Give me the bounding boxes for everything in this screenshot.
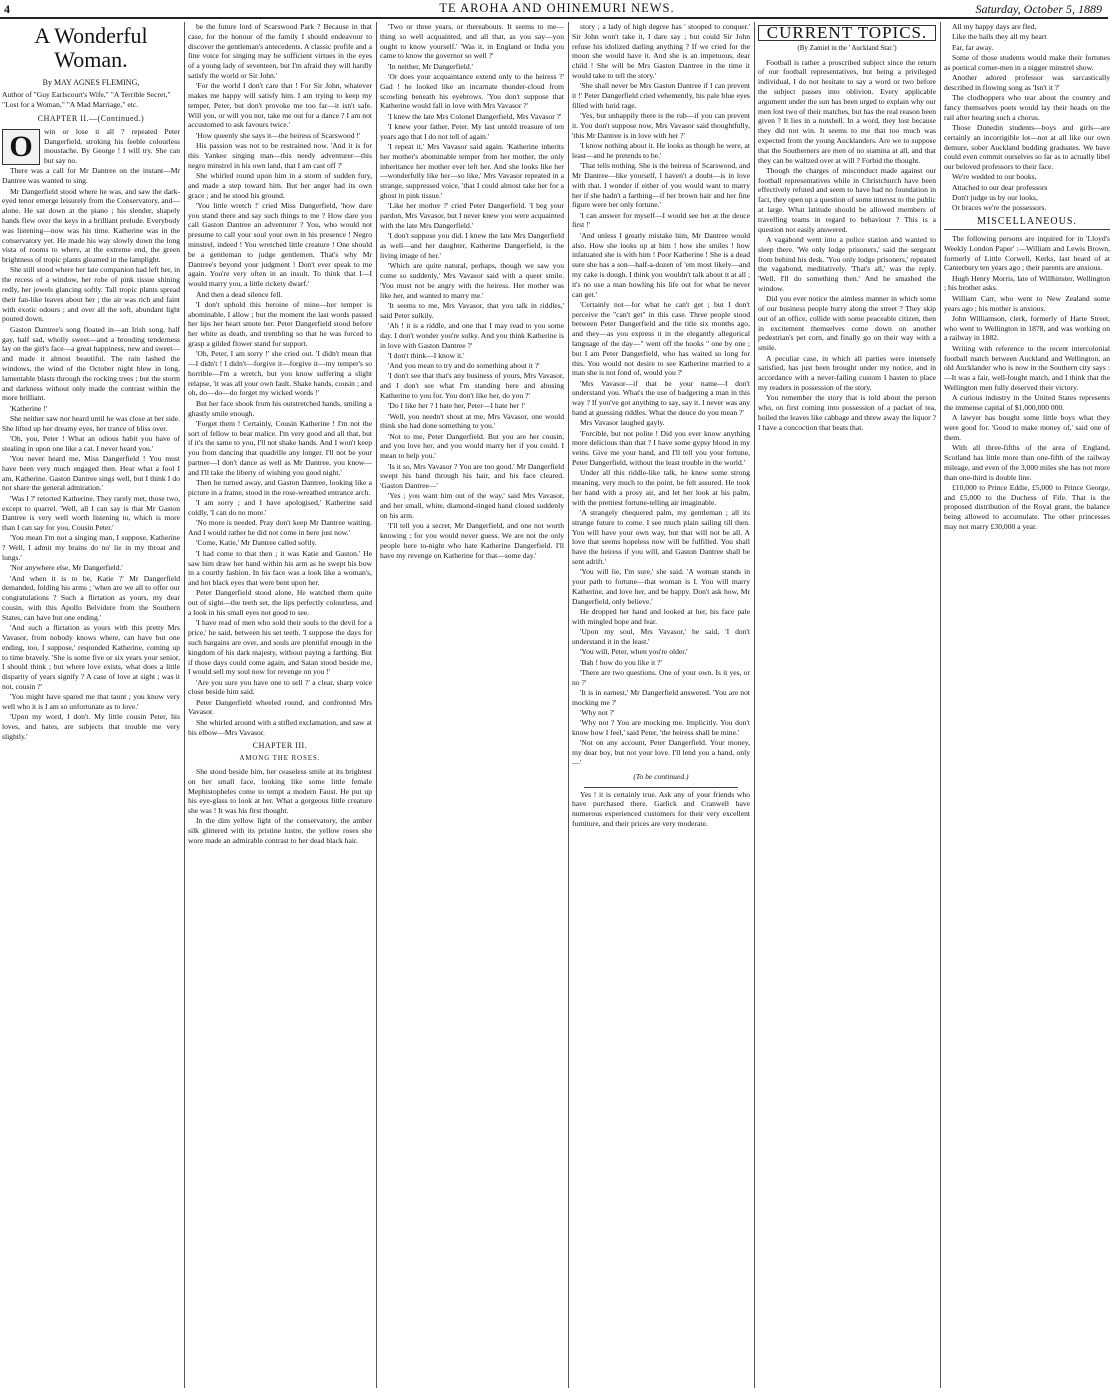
paragraph: Peter Dangerfield wheeled round, and confronted Mrs Vavasor. xyxy=(188,697,372,717)
paragraph: 'There are two questions. One of your own. Is it yes, or no ?' xyxy=(572,667,750,687)
page-number: 4 xyxy=(4,2,10,16)
paragraph: 'Not on any account, Peter Dangerfield. Your money, my dear boy, but not your love. I'll lend you a hand, only—' xyxy=(572,738,750,767)
paragraph: Then he turned away, and Gaston Dantree, looking like a picture in a frame, stood in the rose-wreathed entrance arch. xyxy=(188,478,372,497)
story-column-3-body xyxy=(380,22,564,561)
paragraph: A vagabond went into a police station and wanted to sleep there. 'We only lodge prisoners,' said the sergeant from behind his desk. 'You only lodge prisoners,' repeated the vagabond, meditatively. 'That's all,' was the reply. 'Well, I'll do something then.' And he smashed the window. xyxy=(758,234,936,293)
header-rule xyxy=(0,17,1108,19)
paragraph: 'Was I ?' retorted Katherine. They rarely met, those two, except to quarrel. 'Well, all I can say is that Mr Gaston Dantree is very well worth listening to, which is more than I can say for you, Cousin Peter.' xyxy=(2,493,180,533)
paragraph: 'You never heard me, Miss Dangerfield ! You must have been very much engaged then. Hear what a fool I am, Katherine. Gaston Dantree sings well, but I think I do not share the general admiration.' xyxy=(2,454,180,493)
paragraph: 'I had come to that then ; it was Katie and Gaston.' He saw him draw her hand within his arm as he swept his bow in a courtly fashion. In his face was a look like a woman's, and hot black eyes that were bent upon her. xyxy=(188,548,372,588)
column-6 xyxy=(944,22,1110,1388)
ornamental-dropcap: O xyxy=(2,129,40,165)
paragraph: 'I don't suppose you did. I knew the late Mrs Dangerfield as well—and her daughter, Katherine Dangerfield, is the living image of her.' xyxy=(380,231,564,260)
paragraph: 'For the world I don't care that ! For Sir John, whatever makes me happy will satisfy him. I am trying to keep my temper, Peter, but don't provoke me too far—it isn't safe. Will you, or will you not, take me out for a dance ? I am not accustomed to ask favours twice.' xyxy=(188,81,372,130)
column-rule xyxy=(184,22,185,1388)
paragraph: With all three-fifths of the area of England, Scotland has little more than one-fifth of the railway mileage, and even of the 3,000 miles she has not more than one-third is double line. xyxy=(944,443,1110,482)
paragraph: John Williamson, clerk, formerly of Harte Street, who went to Wellington in 1878, and was working on a railway in 1882. xyxy=(944,313,1110,343)
paragraph: She neither saw nor heard until he was close at her side. She lifted up her dreamy eyes, her trance of bliss over. xyxy=(2,413,180,433)
paragraph: The clodhoppers who tear about the country and fancy themselves poets would lay their heads on the rail after hearing such a chorus. xyxy=(944,93,1110,122)
column-3 xyxy=(380,22,564,1388)
paragraph: Though the charges of misconduct made against our football representatives while in Christchurch have been effectively refuted and seem to have had no foundation in fact, they open up a question of some interest to the public at large. What latitude should be allowed members of travelling teams in regard to behaviour ? This is a question not easily answered. xyxy=(758,165,936,234)
paragraph: 'Like her mother ?' cried Peter Dangerfield. 'I beg your pardon, Mrs Vavasor, but I never knew you were acquainted with the late Mrs Dangerfield.' xyxy=(380,201,564,230)
paragraph: 'You will, Peter, when you're older.' xyxy=(580,647,688,657)
current-topics-continued xyxy=(944,22,1110,213)
paragraph: 'I don't uphold this heroine of mine—her temper is abominable, I allow ; but the moment the last words passed her lips her heart smote her. Peter Dangerfield stood before her white as death, and trembling so that he was forced to grasp a gilded flower stand for support. xyxy=(188,299,372,348)
advert-paragraph xyxy=(572,790,750,829)
paragraph: 'You mean I'm not a singing man, I suppose, Katherine ? Well, I admit my brains do no' lie in my throat and lungs.' xyxy=(2,533,180,563)
column-rule xyxy=(568,22,569,1388)
paragraph: She whirled round upon him in a storm of sudden fury, and made a step toward him. But her anger had its own grace ; and he stood his ground. xyxy=(188,170,372,200)
paragraph: She stood beside him, her ceaseless smile at its brightest on her small face, looking like some little female Mephistopheles come to tempt a modern Faust. He put up his eye-glass to look at her. What a gorgeous little creature she was ! It was his first thought. xyxy=(188,766,372,816)
paragraph: Those Dunedin students—boys and girls—are certainly an incorrigible lot—not at all like our own demure, sober Auckland budding graduates. We have could even commit ourselves so far as to actually libel our beloved professors to their face. xyxy=(944,122,1110,172)
paragraph: 'Forcible, but not polite ! Did you ever know anything more delicious than that ? I have some gypsy blood in my veins. Give me your hand, and I'll tell you your fortune, Peter Dangerfield, without the least trouble in the world.' xyxy=(572,428,750,468)
story-credit: Author of "Guy Earlscourt's Wife," "A Terrible Secret," "Lost for a Woman," "A Mad Marriage," etc. xyxy=(2,90,171,109)
paragraph: Did you ever notice the aimless manner in which some of our business people hurry along the street ? They skip out of an office, collide with some peaceable citizen, then in excitement themselves come down on another pedestrian's pet corn, and finally go on their way with a smile. xyxy=(758,294,936,353)
paragraph: 'I'll tell you a secret, Mr Dangerfield, and one not worth knowing ; for you would never guess. We are not the only people here to-night who hate Katherine Dangerfield. I'll have my revenge on Katherine for that—some day.' xyxy=(380,521,564,560)
paragraph: Far, far away. xyxy=(952,42,994,52)
paragraph: 'Do I like her ? I hate her, Peter—I hate her !' xyxy=(388,401,525,411)
paragraph: You remember the story that is told about the person who, on first coming into possession of a packet of tea, boiled the leaves like cabbage and threw away the liquor ? I have a concoction that beats that. xyxy=(758,393,936,432)
paragraph: 'Oh, you, Peter ! What an odious habit you have of stealing in upon one like a cat. I never heard you.' xyxy=(2,434,180,453)
paragraph: Writing with reference to the recent intercolonial football match between Auckland and Wellington, an old Aucklander who is now in the Southern city says :—It was a fair, well-fought match, and I think that the Wellington men fully deserved their victory. xyxy=(944,343,1110,392)
paragraph: 'A strangely chequered palm, my gentleman ; all its strange future to come. I see much plain sailing till then. You will have your own way, but that will not be all. A love that seems hopeless now will be fulfilled. You shall have the heiress if you will, and Gaston Dantree shall be sent adrift.' xyxy=(572,508,750,567)
paragraph: 'Yes, but unhappily there is the rub—if you can prevent it. You don't suppose now, Mrs Vavasor said thoughtfully, 'this Mr Dantree is in love with her ?' xyxy=(572,111,750,140)
paragraph: 'Or does your acquaintance extend only to the heiress ?' Gad ! he looked like an incarnate thunder-cloud from scowling beneath his eyebrows. 'You don't suppose that Katherine would fall in love with Mrs Vavasor ?' xyxy=(380,71,564,111)
dateline: Saturday, October 5, 1889 xyxy=(975,2,1102,16)
column-5 xyxy=(758,22,936,1388)
paragraph: 'Is it so, Mrs Vavasor ? You are too good.' Mr Dangerfield swept his hand through his hair, and his face cleared. 'Gaston Dantree—' xyxy=(380,461,564,491)
paragraph: 'Ah ! it is a riddle, and one that I may read to you some day. I don't wonder you're sulky. And you think Katherine is in love with Gaston Dantree ?' xyxy=(380,320,564,350)
paragraph: In the dim yellow light of the conservatory, the amber silk glittered with its pristine lustre, the yellow roses she wore made an admirable contrast to her dead black hair. xyxy=(188,816,372,846)
paragraph: £10,000 to Prince Eddie, £5,000 to Prince George, and £5,000 to the Duchess of Fife. That is the proposed distribution of the Royal grant, the balance being allowed to accumulate. The other princesses may not marry £30,000 a year. xyxy=(944,482,1110,532)
paragraph: 'I know nothing about it. He looks as though he were, at least—and he pretends to be.' xyxy=(572,141,750,160)
paragraph: We're wedded to our books, xyxy=(952,172,1037,182)
paragraph: A lawyer has bought some little boys what they were good for. 'Good to make money of,' said one of them. xyxy=(944,413,1110,442)
paragraph: 'And such a flirtation as yours with this pretty Mrs Vavasor, from nobody knows where, can have but one ending, too, I suppose,' responded Katherine, coming up to time bravely. 'She is some five or six years your senior, I should think ; but where love exists, what does a little disparity of years signify ? A case of love at sight ; was it not, cousin ?' xyxy=(2,623,180,691)
divider xyxy=(584,787,738,788)
column-4 xyxy=(572,22,750,1388)
paragraph: But her face shook from his outstretched hands, smiling a ghastly smile enough. xyxy=(188,398,372,418)
paragraph: 'Mrs Vavasor—if that be your name—I don't understand you. What's the use of badgering a man in this way ? If you've got anything to say, say it. I never was any hand at guessing riddles. What the deuce do you mean ?' xyxy=(572,378,750,418)
paragraph: Peter Dangerfield stood alone, He watched them quite out of sight—the teeth set, the lips perfectly colourless, and a look in his small eyes not good to see. xyxy=(188,588,372,618)
column-rule xyxy=(754,22,755,1388)
paragraph: 'Bah ! how do you like it ?' xyxy=(580,657,662,667)
paragraph: 'And when it is to be, Katie ?' Mr Dangerfield demanded, folding his arms ; 'when are we all to offer our congratulations ? Such a flirtation as yours, my dear cousin, with this Apollo Belvidere from the Southern States, can have but one ending.' xyxy=(2,573,180,622)
story-byline: By MAY AGNES FLEMING, xyxy=(42,78,140,87)
paragraph: 'It seems to me, Mrs Vavasor, that you talk in riddles,' said Peter sulkily. xyxy=(380,300,564,320)
paragraph: She whirled around with a stifled exclamation, and saw at his elbow—Mrs Vavasor. xyxy=(188,717,372,737)
paragraph: 'Nor anywhere else, Mr Dangerfield.' xyxy=(10,563,123,573)
paragraph: And then a dead silence fell. xyxy=(196,289,283,299)
paragraph: win or lose it all ? repeated Peter Dangerfield, stroking his feeble colourless moustache. By George ! I will try. She can but say no. xyxy=(44,126,180,166)
paragraph: Like the halls they all my heart xyxy=(952,32,1047,42)
paragraph: 'You might have spared me that taunt ; you know very well who it is I am so unfortunate as to love.' xyxy=(2,692,180,712)
paragraph: Some of those students would make their fortunes as poetical corner-men in a nigger minstrel show. xyxy=(944,52,1110,72)
paragraph: Or braces we're the possessors. xyxy=(952,203,1047,213)
paragraph: 'It is in earnest,' Mr Dangerfield answered. 'You are not mocking me ?' xyxy=(572,687,750,707)
column-rule xyxy=(376,22,377,1388)
paragraph: 'Upon my soul, Mrs Vavasor,' he said, 'I don't understand it in the least.' xyxy=(572,627,750,646)
paragraph: Under all this riddle-like talk, he knew some strong meaning, very much to the point, he felt assured. He took her hand with a prosy air, and let her look at his palm, with the prettiest fortune-telling air imaginable. xyxy=(572,468,750,507)
miscellaneous-heading: MISCELLANEOUS. xyxy=(944,217,1110,230)
paragraph: A peculiar case, in which all parties were intensely satisfied, has just been brought under my notice, and in accordance with a never-failing custom I hasten to place my readers in possession of the story. xyxy=(758,353,936,392)
paragraph: story ; a lady of high degree has ' stooped to conquer.' Sir John won't take it, I dare say ; but could Sir John refuse his idolized darling anything ? If we cried for the moon she would have it. And she is an impetuous, dear child ! She will be Mrs Gaston Dantree in the time it would take to tell the story.' xyxy=(572,22,750,80)
column-2 xyxy=(188,22,372,1388)
story-column-1-body xyxy=(2,127,180,742)
paragraph: 'Katherine !' xyxy=(10,403,48,413)
paragraph: 'Are you sure you have one to sell ?' a clear, sharp voice close beside him said. xyxy=(188,677,372,697)
paragraph: 'Why not ?' xyxy=(580,707,615,717)
paragraph: 'I repeat it,' Mrs Vavasor said again. 'Katherine inherits her mother's abominable temper from her mother, the only inheritance her mother ever left her. And she looks like her—wonderfully like her—so like,' Mrs Vavasor repeated in a strange, suppressed voice, 'that I could almost take her for a ghost in pink tissue.' xyxy=(380,142,564,201)
chapter-three-heading: CHAPTER III. xyxy=(252,741,308,751)
to-be-continued: (To be continued.) xyxy=(633,771,689,781)
current-topics-source: (By Zamiel in the ' Auckland Star.') xyxy=(797,43,897,52)
paragraph: Attached to our dear professors xyxy=(952,182,1048,192)
paragraph: 'I can answer for myself—I would see her at the deuce first !' xyxy=(572,210,750,230)
paragraph: be the future lord of Scarswood Park ? Because in that case, for the honour of the family I should endeavour to discover the gentleman's antecedents. A classic profile and a fine voice for singing may be sufficient virtues in the eyes of a young lady of seventeen, but I'm afraid they will hardly satisfy the world or Sir John.' xyxy=(188,22,372,80)
paragraph: 'Upon my word, I don't. My little cousin Peter, his loves, and hates, are subjects that trouble me very slightly.' xyxy=(2,712,180,741)
story-column-2-body xyxy=(188,22,372,737)
paragraph: She still stood where her late companion had left her, in the recess of a window, her robe of pink tissue shining redly, her jewels glancing softly. Tall tropic plants spread their fan-like leaves about her ; the air was rich and faint with exotic odours ; and over all the soft, abundant light poured down. xyxy=(2,265,180,324)
chapter-three-subtitle: AMONG THE ROSES. xyxy=(239,755,321,763)
paragraph: Football is rather a proscribed subject since the return of our football representatives, but being a privileged individual, I do not hesitate to say a word or two before the subject passes into oblivion. Every applicable argument under the sun has been urged to explain why our men lost two of their matches, but has the real reason been given ? It lies in a nutshell. In a word, they lost because they did not win. It seems to me that too much was expected from the young Aucklanders. Are we to suppose that the Southerners are men of no stamina at all, and that they can be waltzed over at will ? Forbid the thought. xyxy=(758,57,936,165)
paragraph: A curious industry in the United States represents the immense capital of $1,000,000 000. xyxy=(944,393,1110,412)
paragraph: 'I knew your father, Peter. My last untold treasure of ten years ago that I do not tell of again.' xyxy=(380,121,564,141)
paragraph: Yes ! it is certainly true. Ask any of your friends who have purchased there. Garlick and Cranwell have numerous experienced customers for their very excellent furniture, and their prices are very moderate. xyxy=(572,789,750,828)
paragraph: 'I don't think—I know it.' xyxy=(388,350,465,360)
paragraph: Hugh Henry Morris, late of Willhinster, Wellington ; his brother asks. xyxy=(944,273,1110,293)
story-column-2-continued xyxy=(188,767,372,846)
paragraph: Mr Dangerfield stood where he was, and saw the dark-eyed tenor emerge leisurely from the Conservatory, and—alone. He sat down at the piano ; his slender, shapely hands flew over the keys in a brilliant prelude. Everybody was listening—now was his time. Katherine was in the conservatory yet. He made his way slowly down the long vista of rooms to where, at the extreme end, the green brightness of tropic plants gleamed in the lamplight. xyxy=(2,186,180,265)
paragraph: 'You will lie, I'm sure,' she said. 'A woman stands in your path to fortune—that woman is I. You will marry Katherine, and love her, and be happy. Don't ask how, Mr Dangerfield, only believe.' xyxy=(572,567,750,606)
paragraph: 'I don't see that that's any business of yours, Mrs Vavasor, and I don't see what I'm standing here and abusing Katherine to you for. You don't like her, do you ?' xyxy=(380,371,564,400)
paragraph: Don't judge us by our looks, xyxy=(952,193,1038,203)
page-header xyxy=(0,0,1114,18)
paragraph: 'Yes ; you want him out of the way,' said Mrs Vavasor, and her small, white, diamond-ringed hand closed suddenly on his arm. xyxy=(380,491,564,521)
paragraph: 'How queenly she says it—the heiress of Scarswood !' xyxy=(196,130,361,140)
current-topics-body xyxy=(758,58,936,433)
paragraph: 'She shall never be Mrs Gaston Dantree if I can prevent it !' Peter Dangerfield cried vehemently, his pale blue eyes filled with lurid rage. xyxy=(572,81,750,110)
paragraph: There was a call for Mr Dantree on the instant—Mr Dantree was wanted to sing. xyxy=(2,166,180,186)
paragraph: 'Which are quite natural, perhaps, though we saw you come so suddenly,' Mrs Vavasor said with a queer smile. 'You must not be angry with the heiress. Her mother was like her, and wanted to marry me.' xyxy=(380,261,564,300)
paragraph: 'You little wretch !' cried Miss Dangerfield, 'how dare you stand there and say such things to me ? How dare you call Gaston Dantree an adventurer ? You, who would not presume to call your soul your own in his presence ! Negro minstrel, indeed ! You wretched little creature ! One should be a gentleman to judge gentlemen. That's why Mr Dantree's beyond your judgment ! Don't ever speak to me again. You're very often in an insult. To think that I—I would marry you, a little rickety dwarf.' xyxy=(188,200,372,289)
paragraph: 'Certainly not—for what he can't get ; but I don't perceive the "can't get" in this case. Three people stood between Peter Dangerfield and the title six months ago, and they—as you express it in the elegantly allegorical language of the day—" went off the hooks " one by one ; but I am Peter Dangerfield, who has waited so long for this. You would not desire to see Katherine married to a man she is not fond of, would you ?' xyxy=(572,299,750,378)
chapter-heading: CHAPTER II.—(Continued.) xyxy=(37,114,145,123)
paragraph: 'I knew the late Mrs Colonel Dangerfield, Mrs Vavasor ?' xyxy=(388,111,562,121)
paragraph: 'No more is needed. Pray don't keep Mr Dantree waiting. And I would rather he did not come in here just now.' xyxy=(188,518,372,538)
miscellaneous-body xyxy=(944,234,1110,532)
paragraph: All my happy days are fled, xyxy=(952,22,1037,31)
paragraph: 'Oh, Peter, I am sorry !' she cried out. 'I didn't mean that—I didn't ! I didn't—forgive it—forgive it—my temper's so horrible—I'm a wretch, but you know suffering a slight relapse, 'it was all your own fault. Shake hands, cousin ; and oh, do—do—do forget my wicked words !' xyxy=(188,349,372,398)
paragraph: 'Well, you needn't shout at me, Mrs Vavasor, one would think she had done something to you.' xyxy=(380,411,564,431)
story-column-4-body xyxy=(572,22,750,768)
paragraph: Gaston Dantree's song floated in—an Irish song, half gay, half sad, wholly sweet—and a brooding tenderness lay on the girl's face—a great happiness, new and sweet—and made it almost beautiful. The rain lashed the windows, the wind of the October night blew in long, lamentable blasts through the rocking trees ; but the storm and darkness without only made the contrast within the more brilliant. xyxy=(2,324,180,403)
current-topics-heading: CURRENT TOPICS. xyxy=(758,25,936,41)
paragraph: His passion was not to be restrained now. 'And it is for this Yankee singing man—this needy adventurer—this negro minstrel in his own land, that I am cast off ?' xyxy=(188,141,372,170)
paragraph: 'Two or three years, or thereabouts. It seems to me—thing so well acquainted, and all that, as you say—you ought to know yourself.' 'Was it, in England or India you came to know the governor so well ?' xyxy=(380,22,564,61)
masthead: TE AROHA AND OHINEMURI NEWS. xyxy=(439,1,675,15)
column-rule xyxy=(940,22,941,1388)
paragraph: William Carr, who went to New Zealand some years ago ; his mother is anxious. xyxy=(944,293,1110,313)
paragraph: 'Come, Katie,' Mr Dantree called softly. xyxy=(196,538,317,548)
paragraph: 'Forget them ! Certainly, Cousin Katherine ! I'm not the sort of fellow to bear malice. I'm very good and all that, but if it's the same to you, I'll not shake hands. And I won't keep you from dancing that quadrille any longer. I'll not be your partner—I don't dance as well as Mr Dantree, you know—and I'll take the liberty of wishing you good night.' xyxy=(188,418,372,477)
paragraph: 'I have read of men who sold their souls to the devil for a price,' he said, between his set teeth. 'I suppose the days for such bargains are over, and souls are plentiful enough in the kingdom of his dark majesty, without paying a farthing. But if those days could come again, and Satan stood beside me, I would sell my soul now for revenge on you !' xyxy=(188,618,372,677)
paragraph: 'In neither, Mr Dangerfield.' xyxy=(388,61,473,71)
paragraph: 'And you mean to try and do something about it ?' xyxy=(388,361,540,371)
paragraph: 'And unless I greatly mistake him, Mr Dantree would also. How she looks up at him ! how she smiles ! how infatuated she is with him ! Poor Katherine ! She is a dead sure she has a son—half-a-dozen of 'em most likely—and my cake is dough. I think you wouldn't talk about it at all ; it's no use a man howling his life out for what he never can get.' xyxy=(572,230,750,299)
paragraph: 'I am sorry ; and I have apologised,' Katherine said coldly, 'I can do no more.' xyxy=(188,498,372,518)
paragraph: 'That tells nothing. She is the heiress of Scarswood, and Mr Dantree—like yourself, I haven't a doubt—is in love with that. I wonder if either of you would want to marry her if she hadn't a farthing—if her brown hair and her fine figure were her only fortune.' xyxy=(572,161,750,210)
paragraph: Mrs Vavasor laughed gayly. xyxy=(580,418,665,428)
story-title: A Wonderful Woman. xyxy=(34,23,148,72)
column-1 xyxy=(2,22,180,1388)
paragraph: 'Why not ? You are mocking me. Implicitly. You don't know how I feel,' said Peter, 'the heiress shall be mine.' xyxy=(572,718,750,738)
paragraph: He dropped her hand and looked at her, his face pale with mingled hope and fear. xyxy=(572,607,750,626)
paragraph: Another adored professor was sarcastically described in flowing song as 'Isn't it ?' xyxy=(944,72,1110,92)
paragraph: The following persons are inquired for in 'Lloyd's Weekly London Paper' :—William and Lewis Brown, formerly of Little Corwell, Kerks, last heard of at Canterbury ten years ago ; their parents are anxious. xyxy=(944,233,1110,273)
paragraph: 'Not to me, Peter Dangerfield. But you are her cousin, and you love her, and you would marry her if you could. I mean to help you.' xyxy=(380,431,564,461)
